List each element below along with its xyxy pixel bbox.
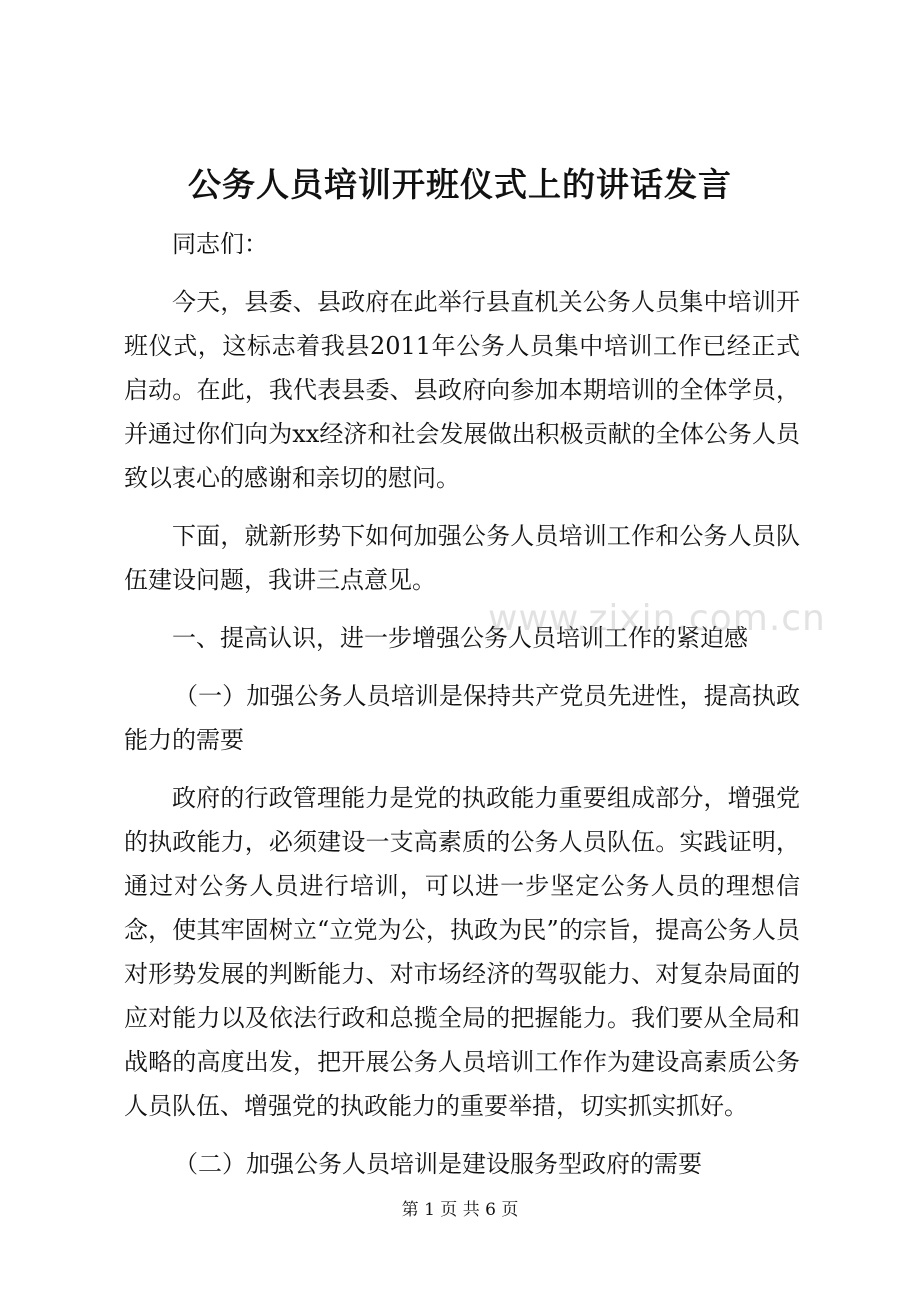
- paragraph-body-1: 政府的行政管理能力是党的执政能力重要组成部分，增强党的执政能力，必须建设一支高素质的公务人员队伍。实践证明，通过对公务人员进行培训，可以进一步坚定公务人员的理想信念，使其牢固树立“立党为公，执政为民”的宗旨，提高公务人员对形势发展的判断能力、对市场经济的驾驭能力、对复杂局面的应对能力以及依法行政和总揽全局的把握能力。我们要从全局和战略的高度出发，把开展公务人员培训工作作为建设高素质公务人员队伍、增强党的执政能力的重要举措，切实抓实抓好。: [124, 784, 800, 1120]
- paragraph-opening: 今天，县委、县政府在此举行县直机关公务人员集中培训开班仪式，这标志着我县2011年公务人员集中培训工作已经正式启动。在此，我代表县委、县政府向参加本期培训的全体学员，并通过你们向为xx经济和社会发展做出积极贡献的全体公务人员致以衷心的感谢和亲切的慰问。: [124, 288, 800, 492]
- paragraph-intro: 下面，就新形势下如何加强公务人员培训工作和公务人员队伍建设问题，我讲三点意见。: [124, 522, 800, 594]
- subsection-heading-1: （一）加强公务人员培训是保持共产党员先进性，提高执政能力的需要: [124, 682, 800, 754]
- salutation: 同志们：: [172, 230, 268, 258]
- watermark: www.zixin.com.cn: [488, 598, 826, 639]
- document-title: 公务人员培训开班仪式上的讲话发言: [188, 165, 732, 204]
- section-heading-1: 一、提高认识，进一步增强公务人员培训工作的紧迫感: [172, 624, 748, 652]
- document-body: [124, 222, 800, 1200]
- subsection-heading-2: （二）加强公务人员培训是建设服务型政府的需要: [174, 1150, 702, 1178]
- page-footer: 第 1 页 共 6 页: [401, 1200, 519, 1220]
